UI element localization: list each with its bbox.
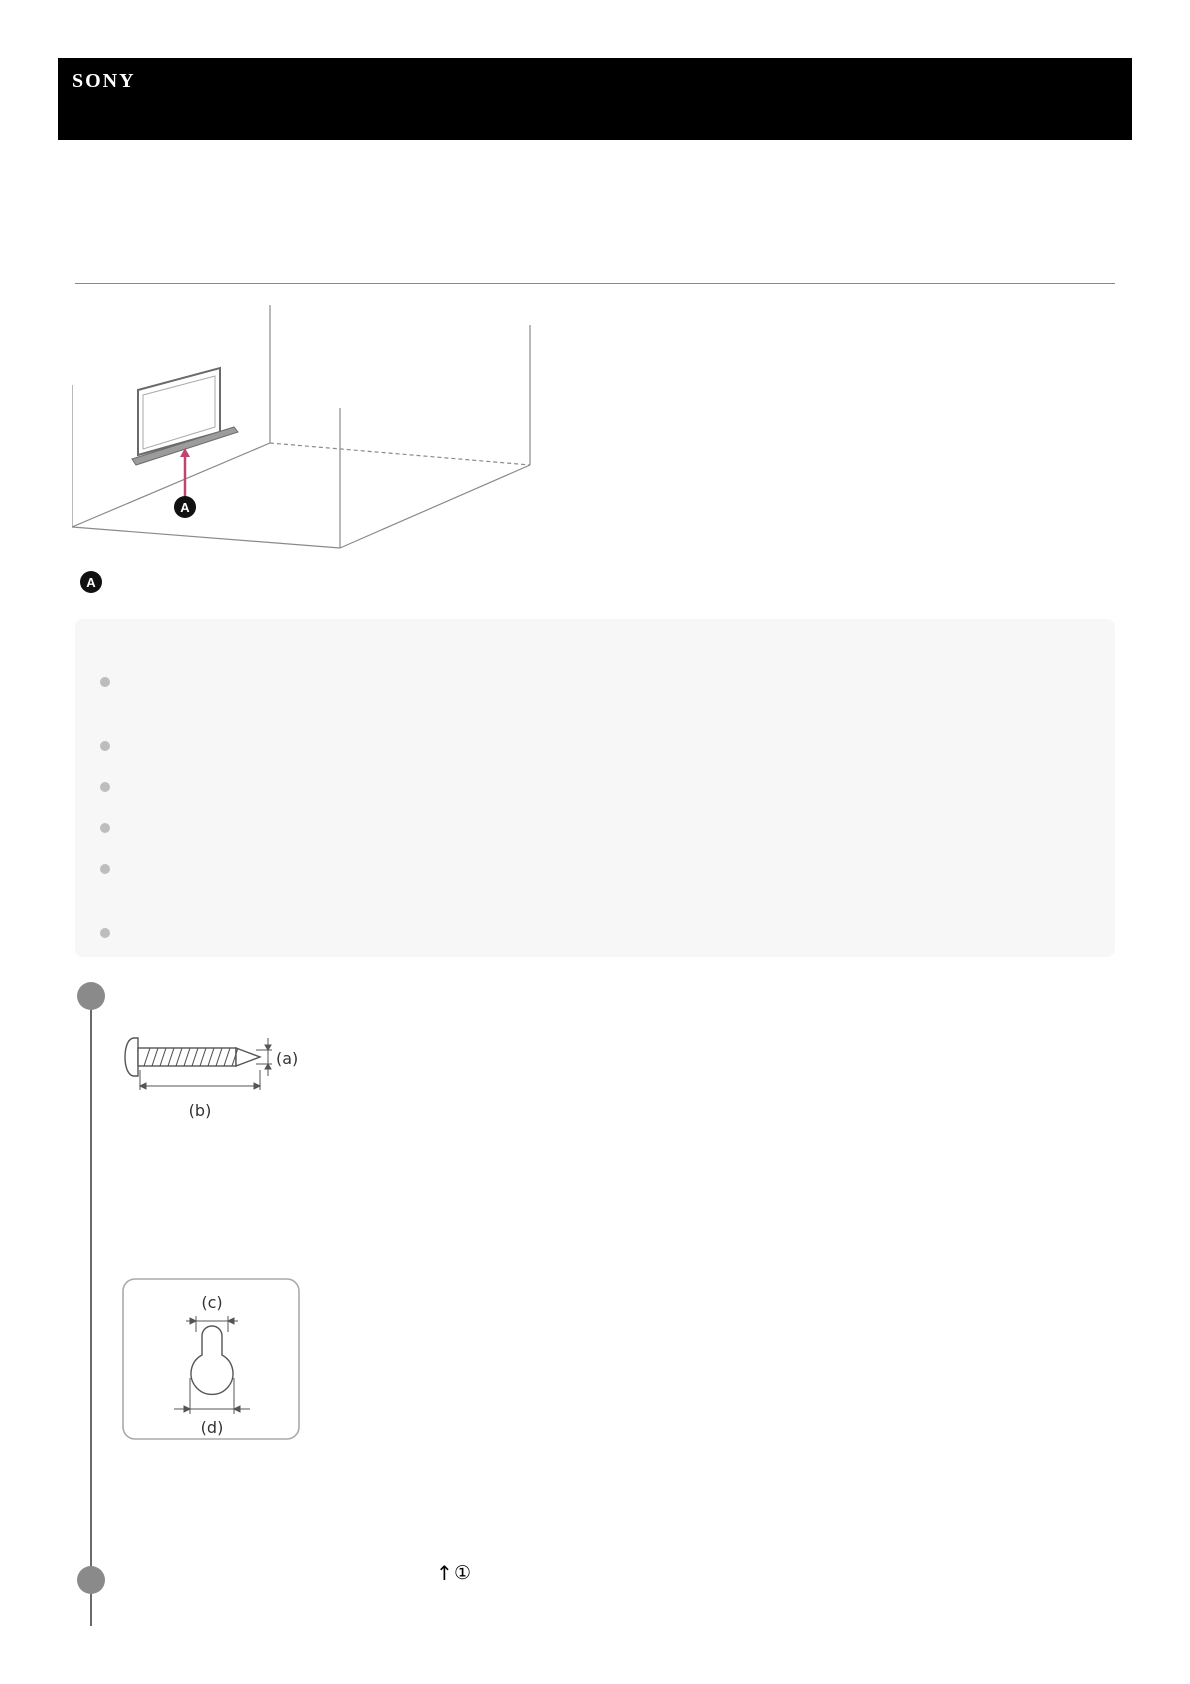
screw-label-b: (b) xyxy=(188,1101,212,1120)
legend-badge-a: A xyxy=(80,571,102,593)
callout-label: A xyxy=(180,500,190,515)
note-bullet-1 xyxy=(100,677,110,687)
section-divider xyxy=(75,283,1115,284)
screw-dimension-diagram xyxy=(122,1030,312,1130)
room-installation-illustration xyxy=(72,305,532,550)
step-marker-1 xyxy=(77,982,105,1010)
up-arrow-icon: ↑ xyxy=(436,1561,453,1585)
keyhole-label-c: (c) xyxy=(201,1293,223,1312)
step-marker-2 xyxy=(77,1566,105,1594)
circled-one-icon: ① xyxy=(454,1562,472,1584)
sony-logo: SONY xyxy=(72,70,136,92)
keyhole-label-d: (d) xyxy=(200,1418,224,1437)
screw-label-a: (a) xyxy=(276,1049,299,1068)
note-bullet-6 xyxy=(100,928,110,938)
note-bullet-4 xyxy=(100,823,110,833)
note-bullet-3 xyxy=(100,782,110,792)
note-bullet-2 xyxy=(100,741,110,751)
note-bullet-5 xyxy=(100,864,110,874)
notes-box xyxy=(75,619,1115,957)
steps-timeline xyxy=(90,996,92,1626)
header-bar xyxy=(58,58,1132,140)
keyhole-dimension-diagram xyxy=(122,1278,302,1442)
